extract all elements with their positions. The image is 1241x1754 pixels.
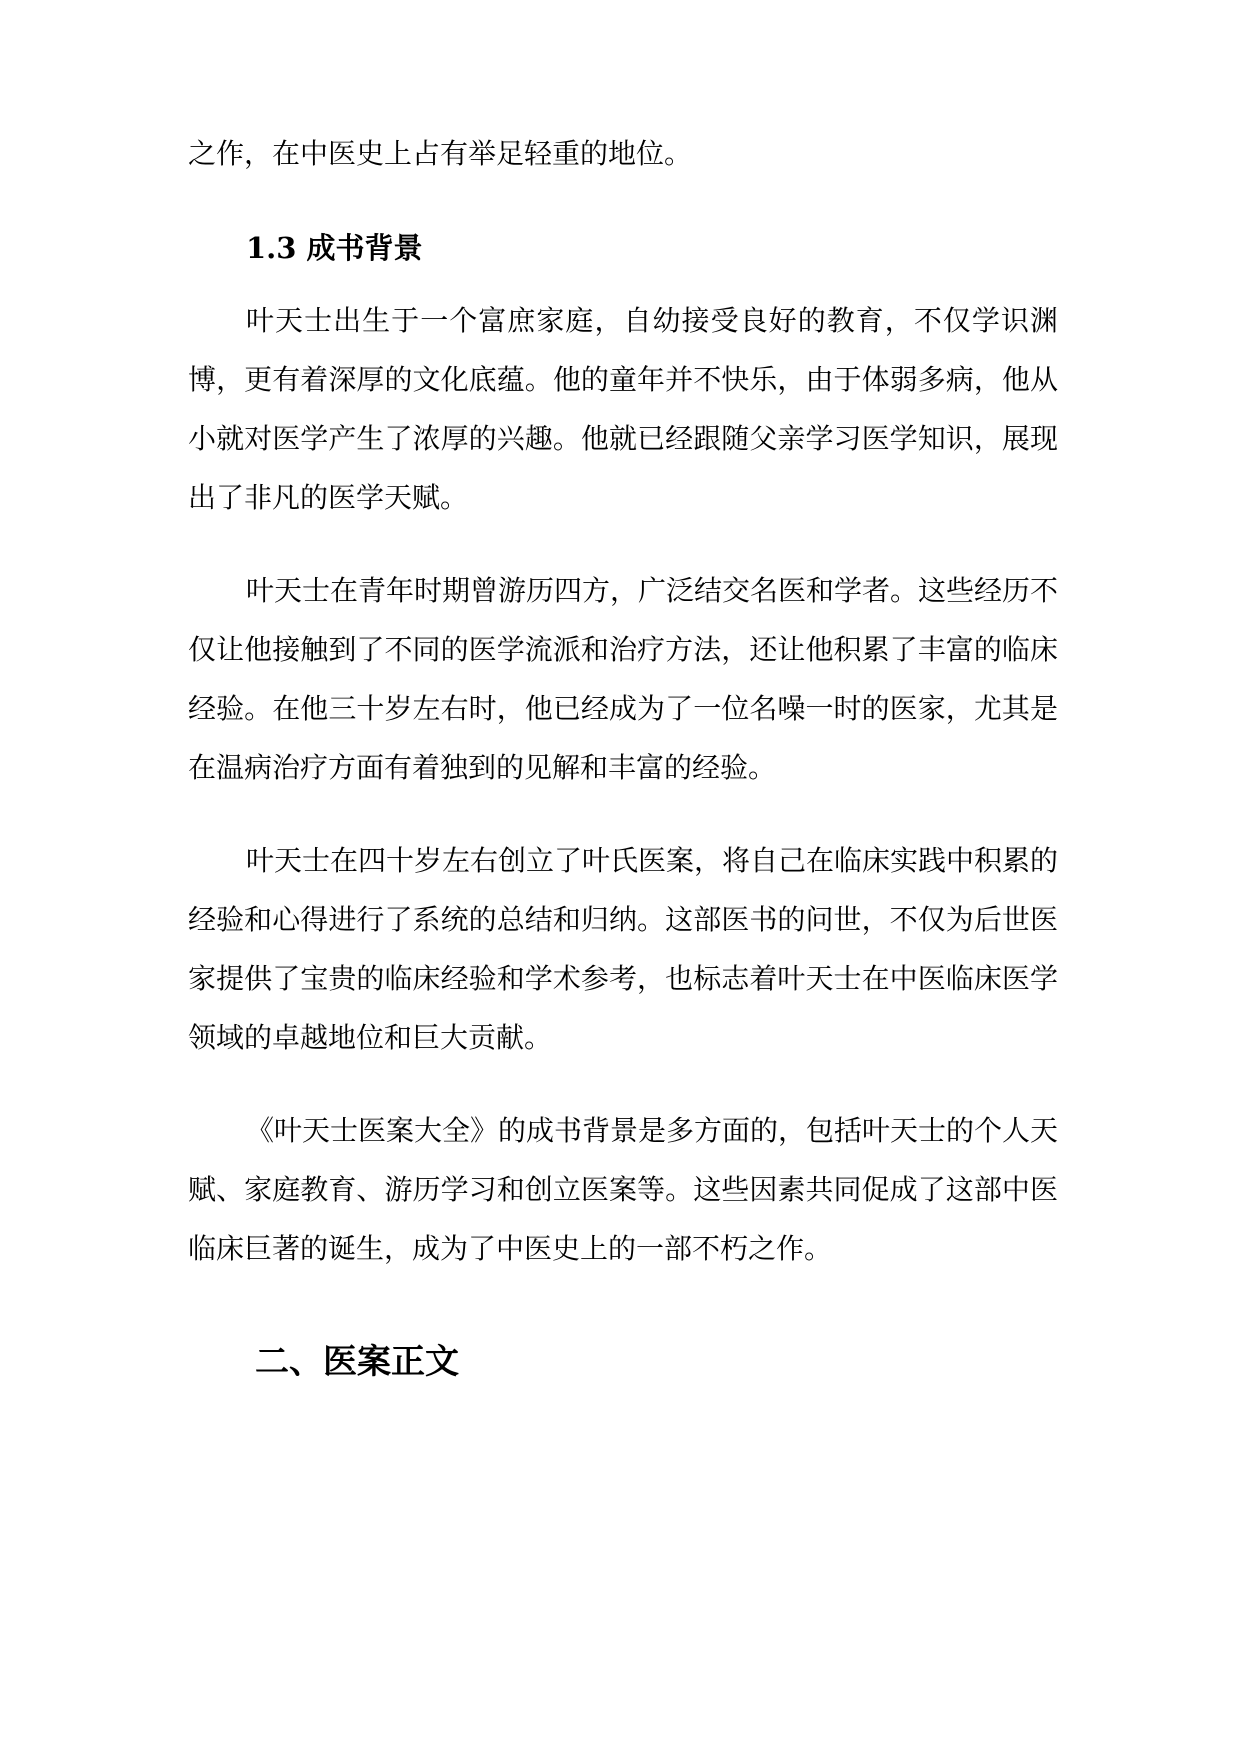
paragraph-2: 叶天士在青年时期曾游历四方，广泛结交名医和学者。这些经历不仅让他接触到了不同的医学流派和治疗方法，还让他积累了丰富的临床经验。在他三十岁左右时，他已经成为了一位名噪一时的医家，尤其是在温病治疗方面有着独到的见解和丰富的经验。 (188, 574, 1059, 784)
paragraph-1: 叶天士出生于一个富庶家庭，自幼接受良好的教育，不仅学识渊博，更有着深厚的文化底蕴。他的童年并不快乐，由于体弱多病，他从小就对医学产生了浓厚的兴趣。他就已经跟随父亲学习医学知识，展现出了非凡的医学天赋。 (188, 304, 1058, 514)
section-heading-2: 二、医案正文 (255, 1342, 459, 1382)
intro-continuation-paragraph: 之作，在中医史上占有举足轻重的地位。 (188, 137, 693, 170)
section-heading-1-3: 1.3 成书背景 (246, 231, 423, 265)
paragraph-3: 叶天士在四十岁左右创立了叶氏医案，将自己在临床实践中积累的经验和心得进行了系统的总结和归纳。这部医书的问世，不仅为后世医家提供了宝贵的临床经验和学术参考，也标志着叶天士在中医临床医学领域的卓越地位和巨大贡献。 (188, 844, 1059, 1054)
paragraph-4: 《叶天士医案大全》的成书背景是多方面的，包括叶天士的个人天赋、家庭教育、游历学习和创立医案等。这些因素共同促成了这部中医临床巨著的诞生，成为了中医史上的一部不朽之作。 (188, 1114, 1059, 1265)
